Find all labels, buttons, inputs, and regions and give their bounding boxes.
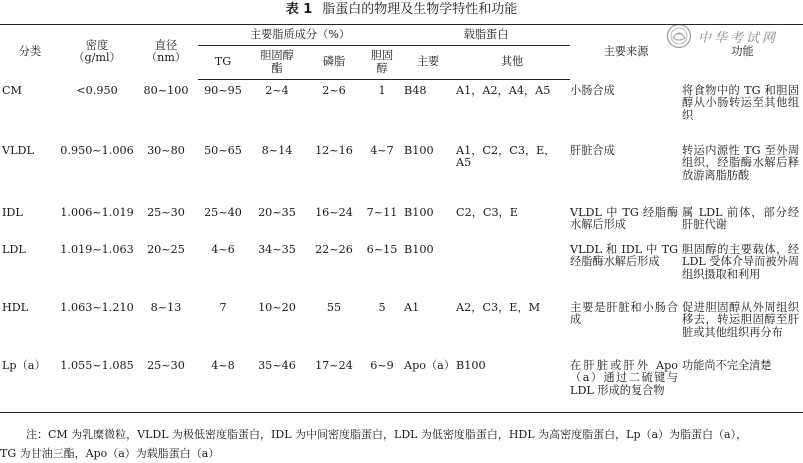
cell-density: 1.006~1.019 bbox=[60, 205, 134, 219]
table-row bbox=[0, 297, 803, 355]
cell-cholesteryl-ester: 35~46 bbox=[248, 355, 306, 413]
header-row-1 bbox=[0, 25, 803, 46]
cell-diameter: 8~13 bbox=[150, 300, 182, 314]
cell-function: 将食物中的 TG 和胆固醇从小肠转运至其他组织 bbox=[682, 83, 800, 122]
cell-apo-other: C2，C3，E bbox=[456, 205, 518, 219]
footnote-line-1: 注：CM 为乳糜微粒，VLDL 为极低密度脂蛋白，IDL 为中间密度脂蛋白，LDL 为低密度脂蛋白，HDL 为高密度脂蛋白，Lp（a）为脂蛋白（a）， bbox=[26, 428, 748, 441]
cell-phospholipid: 2~6 bbox=[322, 84, 346, 97]
cell-density: 1.063~1.210 bbox=[60, 300, 134, 314]
header-cholesteryl-ester: 胆固醇 酯 bbox=[248, 46, 306, 80]
table-row bbox=[0, 202, 803, 239]
cell-class: Lp（a） bbox=[0, 355, 60, 413]
cell-function: 促进胆固醇从外周组织移去，转运胆固醇至肝脏或其他组织再分布 bbox=[682, 300, 800, 339]
header-source: 主要来源 bbox=[570, 25, 682, 80]
cell-phospholipid: 12~16 bbox=[315, 143, 353, 157]
cell-cholesterol: 6~9 bbox=[362, 355, 402, 413]
cell-phospholipid: 22~26 bbox=[315, 242, 353, 256]
cell-apo-main: B48 bbox=[404, 84, 427, 97]
table-footnote bbox=[0, 425, 800, 463]
cell-diameter: 25~30 bbox=[147, 205, 185, 219]
cell-tg: 7 bbox=[219, 300, 227, 314]
cell-tg: 25~40 bbox=[204, 205, 242, 219]
cell-density: 1.019~1.063 bbox=[60, 242, 134, 256]
header-phospholipid: 磷脂 bbox=[306, 46, 362, 80]
table-row bbox=[0, 140, 803, 202]
watermark-text: 中华考试网 bbox=[698, 31, 779, 46]
cell-diameter: 20~25 bbox=[147, 242, 185, 256]
cell-apo-main: Apo（a） bbox=[402, 355, 454, 413]
header-apo-other: 其他 bbox=[454, 46, 570, 80]
header-class: 分类 bbox=[0, 25, 60, 80]
header-tg: TG bbox=[198, 46, 248, 80]
table-title bbox=[0, 1, 803, 19]
cell-density: 0.950~1.006 bbox=[60, 143, 134, 157]
cell-function: 功能尚不完全清楚 bbox=[682, 355, 803, 413]
cell-apo-main: B100 bbox=[404, 242, 434, 256]
lipoprotein-table bbox=[0, 24, 803, 413]
cell-cholesteryl-ester: 10~20 bbox=[258, 300, 296, 314]
cell-class: HDL bbox=[2, 300, 29, 314]
cell-class: CM bbox=[2, 83, 23, 97]
cell-tg: 50~65 bbox=[204, 143, 242, 157]
cell-source: VLDL 和 IDL 中 TG 经脂酶水解后形成 bbox=[570, 242, 679, 268]
cell-density: 1.055~1.085 bbox=[60, 355, 134, 413]
table-row bbox=[0, 239, 803, 297]
header-function: 功能 bbox=[682, 25, 803, 80]
cell-apo-main: B100 bbox=[404, 143, 434, 157]
cell-apo-other: A1，A2，A4，A5 bbox=[456, 84, 551, 97]
cell-cholesterol: 1 bbox=[378, 84, 386, 97]
header-diameter: 直径 （nm） bbox=[134, 25, 198, 80]
cell-diameter: 30~80 bbox=[147, 143, 185, 157]
cell-cholesteryl-ester: 8~14 bbox=[261, 143, 293, 157]
cell-phospholipid: 17~24 bbox=[306, 355, 362, 413]
header-apo-main: 主要 bbox=[402, 46, 454, 80]
cell-phospholipid: 16~24 bbox=[315, 205, 353, 219]
cell-class: IDL bbox=[2, 205, 23, 219]
cell-function: 转运内源性 TG 至外周组织，经脂酶水解后释放游离脂肪酸 bbox=[682, 143, 800, 182]
cell-apo-other: B100 bbox=[454, 355, 570, 413]
header-lipid-group: 主要脂质成分（%） bbox=[198, 25, 402, 46]
cell-source: 在肝脏或肝外 Apo（a）通过二硫键与 LDL 形成的复合物 bbox=[570, 355, 682, 413]
cell-tg: 90~95 bbox=[204, 84, 242, 97]
cell-class: VLDL bbox=[2, 143, 34, 157]
table-row bbox=[0, 355, 803, 413]
header-density: 密度 （g/ml） bbox=[60, 25, 134, 80]
cell-tg: 4~8 bbox=[198, 355, 248, 413]
cell-source: 主要是肝脏和小肠合成 bbox=[570, 300, 679, 326]
cell-apo-other bbox=[454, 239, 570, 297]
cell-source: 肝脏合成 bbox=[570, 143, 615, 157]
cell-source: VLDL 中 TG 经脂酶水解后形成 bbox=[570, 205, 679, 231]
cell-cholesterol: 6~15 bbox=[366, 242, 398, 256]
header-cholesterol: 胆固 醇 bbox=[362, 46, 402, 80]
cell-cholesterol: 4~7 bbox=[370, 143, 394, 157]
table-number: 表 1 bbox=[285, 2, 313, 17]
cell-function: 属 LDL 前体，部分经肝脏代谢 bbox=[682, 205, 800, 231]
cell-apo-main: B100 bbox=[404, 205, 434, 219]
cell-source: 小肠合成 bbox=[570, 83, 615, 97]
cell-diameter: 80~100 bbox=[143, 83, 189, 97]
cell-apo-other: A1，C2，C3，E，A5 bbox=[456, 143, 556, 169]
cell-function: 胆固醇的主要载体，经 LDL 受体介导而被外周组织摄取和利用 bbox=[682, 242, 800, 281]
table-row bbox=[0, 80, 803, 140]
cell-cholesteryl-ester: 34~35 bbox=[258, 242, 296, 256]
cell-cholesterol: 5 bbox=[378, 300, 386, 314]
table-caption: 脂蛋白的物理及生物学特性和功能 bbox=[322, 2, 518, 17]
cell-diameter: 25~30 bbox=[134, 355, 198, 413]
cell-phospholipid: 55 bbox=[326, 300, 342, 314]
cell-tg: 4~6 bbox=[211, 242, 235, 256]
cell-cholesterol: 7~11 bbox=[366, 205, 398, 219]
cell-apo-other: A2，C3，E，M bbox=[456, 300, 541, 314]
cell-class: LDL bbox=[2, 242, 26, 256]
cell-cholesteryl-ester: 2~4 bbox=[265, 84, 289, 97]
footnote-line-2: TG 为甘油三酯，Apo（a）为载脂蛋白（a） bbox=[0, 447, 220, 460]
cell-cholesteryl-ester: 20~35 bbox=[258, 205, 296, 219]
cell-apo-main: A1 bbox=[404, 300, 420, 314]
cell-density: <0.950 bbox=[76, 83, 118, 97]
header-apo-group: 载脂蛋白 bbox=[402, 25, 570, 46]
